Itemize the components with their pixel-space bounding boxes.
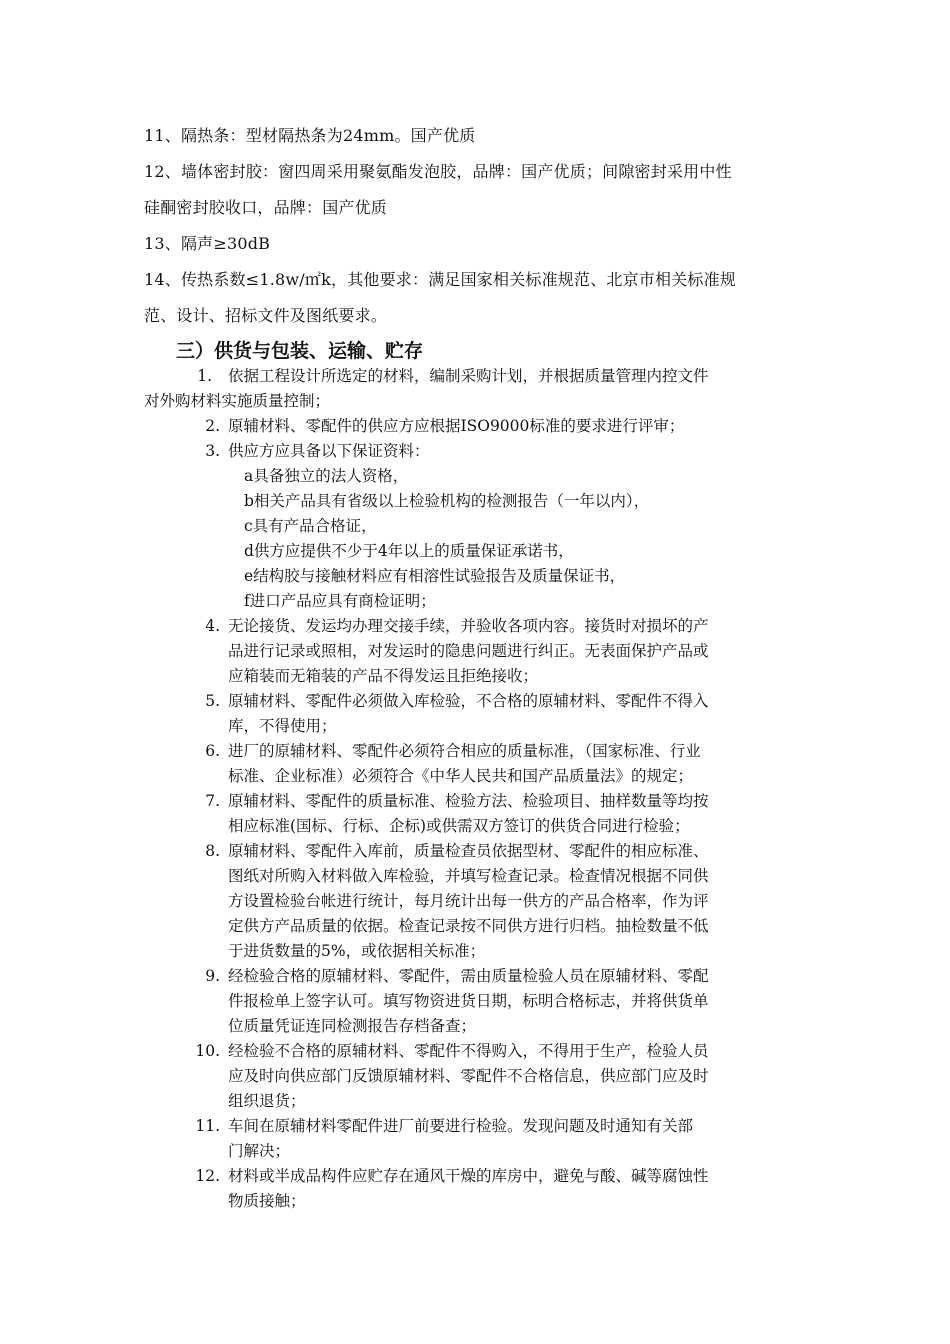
list-item-text: 对外购材料实施质量控制； [144, 392, 331, 410]
sub-item: b相关产品具有省级以上检验机构的检测报告（一年以内）， [244, 492, 650, 510]
list-item-number: 4. [205, 617, 220, 635]
sub-item: d供方应提供不少于4年以上的质量保证承诺书， [244, 542, 574, 560]
spec-line: 硅酮密封胶收口，品牌：国产优质 [144, 198, 388, 217]
list-item-text: 车间在原辅材料零配件进厂前要进行检验。发现问题及时通知有关部 [228, 1117, 694, 1135]
list-item-text: 物质接触； [228, 1192, 306, 1210]
spec-line: 13、隔声≥30dB [144, 234, 271, 253]
spec-line: 范、设计、招标文件及图纸要求。 [144, 306, 388, 325]
list-item-number: 7. [205, 792, 220, 810]
list-item-text: 原辅材料、零配件的供应方应根据ISO9000标准的要求进行评审； [228, 417, 685, 435]
list-item-text: 相应标准(国标、行标、企标)或供需双方签订的供货合同进行检验； [228, 817, 690, 835]
sub-item: e结构胶与接触材料应有相溶性试验报告及质量保证书， [244, 567, 626, 585]
sub-item: c具有产品合格证， [244, 517, 377, 535]
list-item-number: 10. [195, 1042, 220, 1060]
list-item-number: 8. [205, 842, 220, 860]
list-item-number: 1. [197, 367, 212, 385]
list-item-text: 图纸对所购入材料做入库检验，并填写检查记录。检查情况根据不同供 [228, 867, 709, 885]
list-item [144, 964, 810, 1039]
list-item [144, 1114, 810, 1164]
list-item-text: 方设置检验台帐进行统计，每月统计出每一供方的产品合格率，作为评 [228, 892, 709, 910]
list-item-text: 应及时向供应部门反馈原辅材料、零配件不合格信息，供应部门应及时 [228, 1067, 709, 1085]
list-item-text: 无论接货、发运均办理交接手续，并验收各项内容。接货时对损坏的产 [228, 617, 709, 635]
list-item-text: 进厂的原辅材料、零配件必须符合相应的质量标准，（国家标准、行业 [228, 742, 701, 760]
sub-item: f进口产品应具有商检证明； [244, 592, 436, 610]
list-item-number: 9. [205, 967, 220, 985]
spec-list [144, 118, 810, 334]
numbered-list [144, 364, 810, 1214]
list-item-text: 组织退货； [228, 1092, 306, 1110]
list-item [144, 614, 810, 689]
list-item-text: 依据工程设计所选定的材料，编制采购计划，并根据质量管理内控文件 [228, 367, 709, 385]
list-item-text: 供应方应具备以下保证资料： [228, 442, 430, 460]
list-item-number: 2. [205, 417, 220, 435]
list-item-text: 件报检单上签字认可。填写物资进货日期，标明合格标志，并将供货单 [228, 992, 709, 1010]
list-item-text: 原辅材料、零配件的质量标准、检验方法、检验项目、抽样数量等均按 [228, 792, 709, 810]
list-item [144, 1039, 810, 1114]
list-item-number: 11. [195, 1117, 220, 1135]
list-item-text: 门解决； [228, 1142, 291, 1160]
list-item [144, 789, 810, 839]
sub-item: a具备独立的法人资格， [244, 467, 409, 485]
list-item [144, 1164, 810, 1214]
section-heading: 三）供货与包装、运输、贮存 [176, 340, 424, 362]
list-item-number: 12. [195, 1167, 220, 1185]
list-item [144, 739, 810, 789]
list-item-text: 材料或半成品构件应贮存在通风干燥的库房中，避免与酸、碱等腐蚀性 [228, 1167, 709, 1185]
list-item-text: 库，不得使用； [228, 717, 337, 735]
list-item-number: 6. [205, 742, 220, 760]
list-item [144, 839, 810, 964]
list-item-text: 经检验合格的原辅材料、零配件，需由质量检验人员在原辅材料、零配 [228, 967, 709, 985]
spec-line: 14、传热系数≤1.8w/㎡k，其他要求：满足国家相关标准规范、北京市相关标准规 [144, 270, 736, 289]
list-item [144, 439, 810, 614]
list-item-text: 应箱装而无箱装的产品不得发运且拒绝接收； [228, 667, 539, 685]
spec-line: 11、隔热条：型材隔热条为24mm。国产优质 [144, 126, 476, 145]
list-item-text: 位质量凭证连同检测报告存档备查； [228, 1017, 477, 1035]
list-item-text: 品进行记录或照相，对发运时的隐患问题进行纠正。无表面保护产品或 [228, 642, 709, 660]
list-item-text: 标准、企业标准）必须符合《中华人民共和国产品质量法》的规定； [228, 767, 694, 785]
list-item [144, 364, 810, 414]
list-item-text: 于进货数量的5%，或依据相关标准； [228, 942, 486, 960]
list-item [144, 689, 810, 739]
list-item-text: 原辅材料、零配件入库前，质量检查员依据型材、零配件的相应标准、 [228, 842, 709, 860]
list-item-text: 经检验不合格的原辅材料、零配件不得购入，不得用于生产，检验人员 [228, 1042, 709, 1060]
list-item-number: 5. [205, 692, 220, 710]
spec-line: 12、墙体密封胶：窗四周采用聚氨酯发泡胶，品牌：国产优质；间隙密封采用中性 [144, 162, 732, 181]
list-item-text: 定供方产品质量的依据。检查记录按不同供方进行归档。抽检数量不低 [228, 917, 709, 935]
list-item-number: 3. [205, 442, 220, 460]
list-item-text: 原辅材料、零配件必须做入库检验，不合格的原辅材料、零配件不得入 [228, 692, 709, 710]
list-item [144, 414, 810, 439]
